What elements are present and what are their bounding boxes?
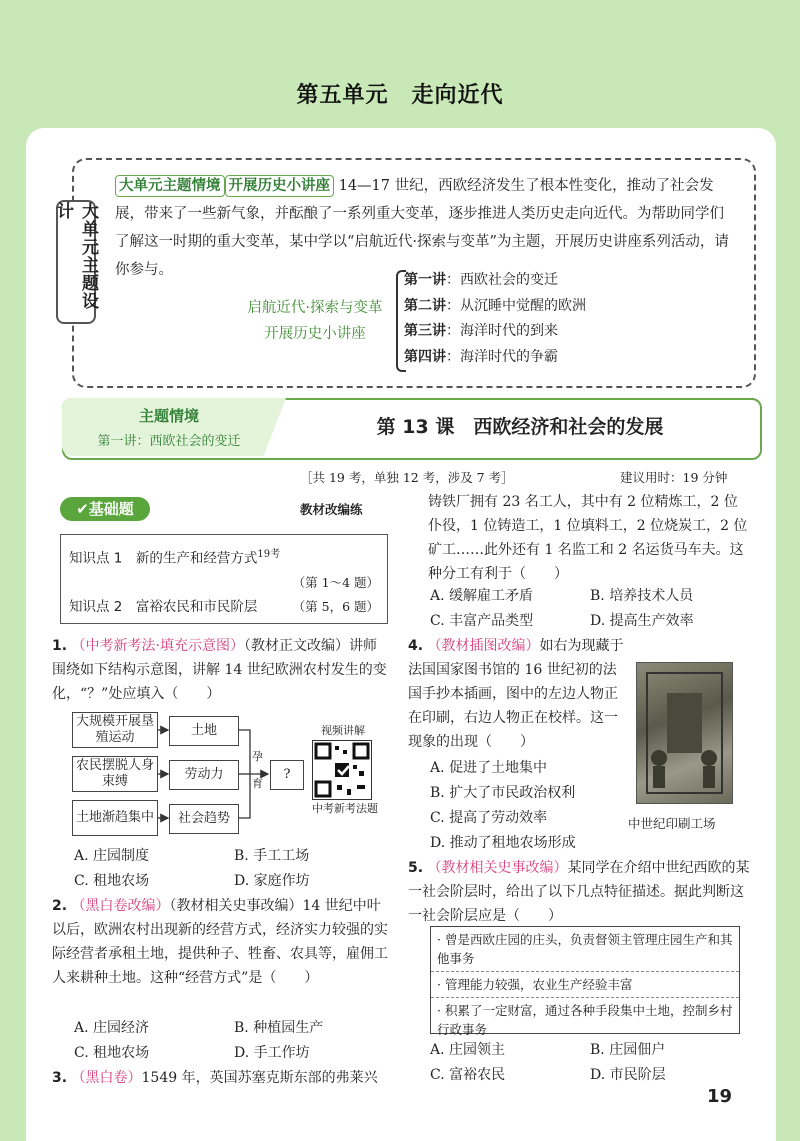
- structure-diagram: [72, 712, 307, 832]
- lesson-title: 第 13 课 西欧经济和社会的发展: [376, 416, 664, 438]
- knowledge-points: [60, 534, 388, 624]
- page-number: 19: [707, 1086, 733, 1107]
- feature-item: · 积累了一定财富，通过各种手段集中土地，控制乡村行政事务: [437, 1003, 733, 1037]
- theme-line-2: 开展历史小讲座: [264, 326, 366, 342]
- question-5: 5. （教材相关史事改编）某同学在介绍中世纪西欧的某一社会阶层时，给出了以下几点特征描述。据此判断这一社会阶层应是（ ）: [408, 860, 750, 924]
- q3-options: [430, 584, 750, 634]
- feature-item: · 管理能力较强，农业生产经验丰富: [431, 972, 739, 998]
- q1-options: [74, 844, 394, 894]
- option-a[interactable]: A. 缓解雇工矛盾: [430, 588, 534, 604]
- q5-options: [430, 1038, 750, 1088]
- unit-design-tag: 大单元主题设计: [56, 200, 96, 324]
- theme-line-1: 启航近代·探索与变革: [247, 300, 383, 316]
- highlight-lecture: 开展历史小讲座: [225, 175, 335, 197]
- feature-box: [430, 926, 740, 1037]
- option-d[interactable]: D. 市民阶层: [590, 1067, 666, 1083]
- cause-box-3: 土地渐趋集中: [72, 800, 158, 836]
- option-c[interactable]: C. 富裕农民: [430, 1067, 506, 1083]
- lesson-theme-sub: 第一讲：西欧社会的变迁: [97, 434, 241, 449]
- feature-item: · 曾是西欧庄园的庄头，负责督领主管理庄园生产和其他事务: [431, 927, 739, 972]
- kp2-range: （第 5，6 题）: [292, 599, 379, 614]
- cause-box-2: 农民摆脱人身束缚: [72, 756, 158, 792]
- kp1-range: （第 1～4 题）: [292, 575, 379, 590]
- check-icon: ✔: [76, 500, 89, 518]
- qr-code[interactable]: [312, 740, 372, 800]
- option-a[interactable]: A. 庄园领主: [430, 1042, 506, 1058]
- option-b[interactable]: B. 种植园生产: [234, 1020, 324, 1036]
- printing-workshop-image: [636, 662, 733, 804]
- result-box: ?: [270, 760, 304, 790]
- lesson-theme-title: 主题情境: [138, 407, 199, 425]
- question-1: 1. （中考新考法·填充示意图）（教材正文改编）讲师围绕如下结构示意图，讲解 14 世纪欧洲农村发生的变化，“？”处应填入（ ）: [52, 638, 387, 702]
- unit-title: 第五单元 走向近代: [296, 83, 504, 108]
- q2-options: [74, 1016, 394, 1066]
- option-b[interactable]: B. 手工工场: [234, 848, 310, 864]
- top-band: [0, 0, 800, 145]
- intro-text: 14—17 世纪，西欧经济发生了根本性变化，推动了社会发展，带来了一些新气象，并酝酿了一系列重大变革，逐步推进人类历史走向近代。为帮助同学们了解这一时期的重大变革，某中学以“启航近代·探索与变革”为主题，开展历史讲座系列活动，请你参与。: [115, 178, 729, 278]
- talk-item: 第三讲：海洋时代的到来: [404, 323, 558, 339]
- factor-trend: 社会趋势: [169, 804, 239, 834]
- option-b[interactable]: B. 庄园佃户: [590, 1042, 666, 1058]
- option-c[interactable]: C. 租地农场: [74, 873, 150, 889]
- qr-caption: 中考新考法题: [312, 802, 378, 815]
- option-d[interactable]: D. 推动了租地农场形成: [430, 835, 576, 851]
- question-2: 2. （黑白卷改编）（教材相关史事改编）14 世纪中叶以后，欧洲农村出现新的经营方式，经济实力较强的实际经营者承租土地，提供种子、牲畜、农具等，雇佣工人来耕种土地。这种“经营方式”是（ ）: [52, 898, 388, 986]
- option-a[interactable]: A. 促进了土地集中: [430, 760, 548, 776]
- factor-land: 土地: [169, 716, 239, 746]
- option-b[interactable]: B. 扩大了市民政治权利: [430, 785, 576, 801]
- basic-section-sub: 教材改编练: [300, 502, 363, 517]
- suggested-time: 建议用时：19 分钟: [620, 470, 728, 485]
- option-c[interactable]: C. 提高了劳动效率: [430, 810, 548, 826]
- kp1: 知识点 1 新的生产和经营方式$^{19考}$: [69, 549, 281, 567]
- qr-label: 视频讲解: [321, 724, 365, 737]
- image-caption: 中世纪印刷工场: [628, 816, 716, 831]
- factor-labor: 劳动力: [169, 760, 239, 790]
- basic-section-tag: ✔基础题: [60, 497, 150, 521]
- qr-pattern-icon: [313, 741, 371, 799]
- option-d[interactable]: D. 提高生产效率: [590, 613, 694, 629]
- printing-scene-icon: [637, 663, 732, 803]
- option-a[interactable]: A. 庄园制度: [74, 848, 150, 864]
- talk-item: 第二讲：从沉睡中觉醒的欧洲: [404, 297, 586, 314]
- arrow-label: 孕 育: [252, 750, 263, 790]
- talk-item: 第一讲：西欧社会的变迁: [404, 272, 558, 288]
- option-a[interactable]: A. 庄园经济: [74, 1020, 150, 1036]
- theme-center: [230, 295, 400, 347]
- left-band: [0, 0, 26, 1141]
- option-d[interactable]: D. 手工作坊: [234, 1045, 310, 1061]
- talk-list: [404, 268, 586, 370]
- question-3-cont: 铸铁厂拥有 23 名工人，其中有 2 位精炼工，2 位仆役，1 位铸造工，1 位填料工，2 位烧炭工，2 位矿工……此外还有 1 名监工和 2 名运货马车夫。这种分工有利于（ ）: [428, 494, 748, 582]
- option-c[interactable]: C. 丰富产品类型: [430, 613, 534, 629]
- option-d[interactable]: D. 家庭作坊: [234, 873, 310, 889]
- question-4: 4. （教材插图改编）如右为现藏于法国国家图书馆的 16 世纪初的法国手抄本插画，图中的左边人物正在印刷，右边人物正在校样。这一现象的出现（ ）: [408, 638, 624, 750]
- exam-stats: ［共 19 考，单独 12 考，涉及 7 考］: [300, 470, 514, 485]
- option-b[interactable]: B. 培养技术人员: [590, 588, 694, 604]
- talk-item: 第四讲：海洋时代的争霸: [404, 348, 558, 365]
- highlight-theme: 大单元主题情境: [115, 175, 225, 197]
- cause-box-1: 大规模开展垦殖运动: [72, 712, 158, 748]
- q4-options: [430, 756, 576, 856]
- question-3-start: 3. （黑白卷）1549 年，英国苏塞克斯东部的弗莱兴: [52, 1070, 378, 1086]
- kp2: 知识点 2 富裕农民和市民阶层: [69, 599, 258, 615]
- option-c[interactable]: C. 租地农场: [74, 1045, 150, 1061]
